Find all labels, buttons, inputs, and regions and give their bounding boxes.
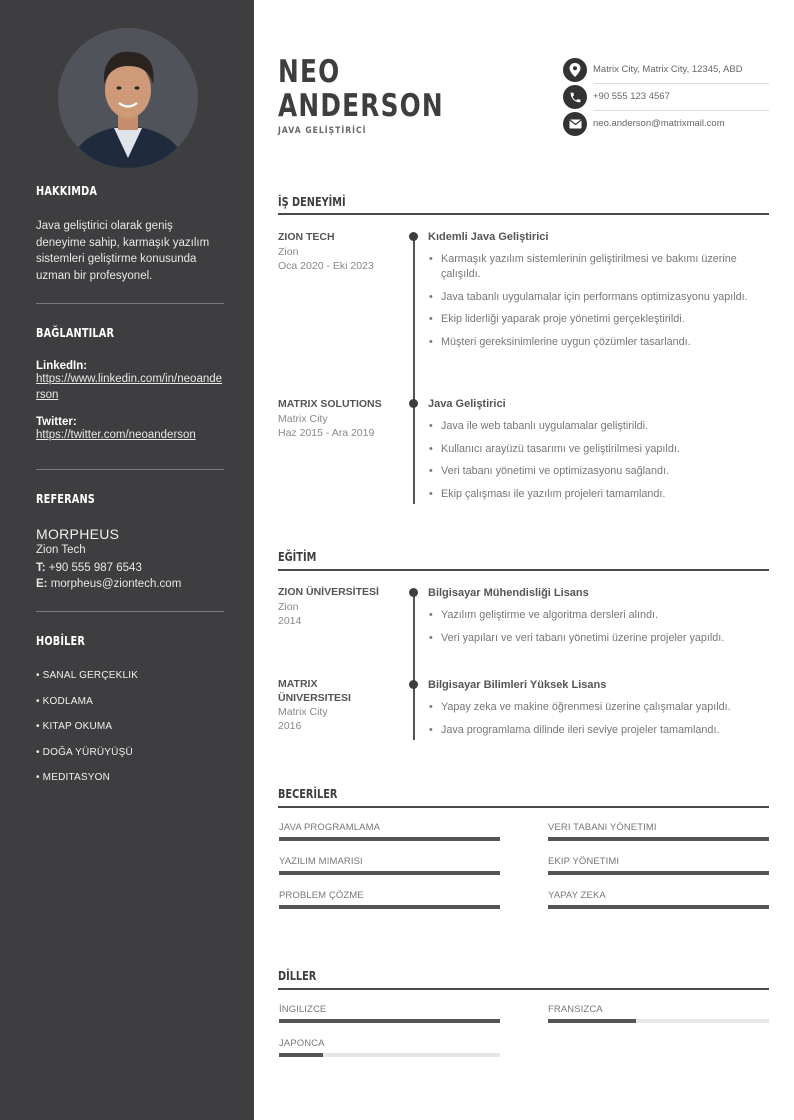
skill-item bbox=[279, 856, 500, 876]
experience-rule bbox=[278, 213, 769, 215]
degree-name: Bilgisayar Mühendisliği Lisans bbox=[428, 587, 589, 599]
timeline-dot bbox=[409, 399, 418, 408]
graduation-year: 2014 bbox=[278, 614, 302, 627]
reference-heading: REFERANS bbox=[36, 491, 95, 506]
full-name bbox=[278, 55, 444, 123]
hobby-item: • SANAL GERÇEKLIK bbox=[36, 670, 139, 681]
language-item bbox=[279, 1004, 500, 1024]
hobbies-heading: HOBİLER bbox=[36, 633, 85, 648]
contact-divider bbox=[594, 110, 769, 111]
contact-email: neo.anderson@matrixmail.com bbox=[593, 118, 725, 129]
reference-phone-row bbox=[36, 560, 224, 577]
language-name: JAPONCA bbox=[279, 1038, 325, 1049]
hobby-list bbox=[36, 669, 224, 797]
language-bar-fill bbox=[279, 1019, 500, 1023]
job-dates: Oca 2020 - Eki 2023 bbox=[278, 259, 374, 272]
experience-heading: İŞ DENEYİMİ bbox=[278, 194, 346, 209]
language-bar-track bbox=[279, 1053, 500, 1057]
avatar-image bbox=[58, 28, 198, 168]
language-name: FRANSIZCA bbox=[548, 1004, 603, 1015]
first-name: NEO bbox=[278, 54, 341, 90]
language-item bbox=[279, 1038, 500, 1058]
skill-item bbox=[548, 856, 769, 876]
location-icon bbox=[563, 58, 587, 82]
job-bullet: • Java tabanlı uygulamalar için performans optimizasyonu yapıldı. bbox=[428, 290, 768, 305]
reference-phone: +90 555 987 6543 bbox=[48, 561, 142, 574]
skill-name: PROBLEM ÇÖZME bbox=[279, 890, 364, 901]
languages-heading: DİLLER bbox=[278, 968, 317, 983]
profile-photo bbox=[58, 28, 198, 168]
education-rule bbox=[278, 569, 769, 571]
job-bullet: • Karmaşık yazılım sistemlerinin geliştirilmesi ve bakımı üzerine çalışıldı. bbox=[428, 252, 768, 282]
education-entry-details bbox=[428, 678, 768, 745]
skill-bar-fill bbox=[279, 905, 500, 909]
experience-entry-meta bbox=[278, 231, 398, 273]
company-name: MATRIX SOLUTIONS bbox=[278, 398, 382, 410]
twitter-link[interactable]: https://twitter.com/neoanderson bbox=[36, 429, 196, 441]
education-heading: EĞİTİM bbox=[278, 549, 317, 564]
school-name: MATRIX ÜNIVERSITESI bbox=[278, 678, 351, 704]
sidebar bbox=[0, 0, 254, 1120]
job-role: Kıdemli Java Geliştirici bbox=[428, 231, 549, 243]
school-location: Matrix City bbox=[278, 706, 328, 718]
skill-name: YAZILIM MIMARISI bbox=[279, 856, 363, 867]
job-bullet: • Ekip liderliği yaparak proje yönetimi gerçekleştirildi. bbox=[428, 312, 768, 327]
linkedin-link[interactable]: https://www.linkedin.com/in/neoanderson bbox=[36, 373, 223, 401]
reference-email-row bbox=[36, 576, 224, 593]
skill-bar-fill bbox=[548, 871, 769, 875]
links-heading: BAĞLANTILAR bbox=[36, 325, 115, 340]
timeline-dot bbox=[409, 588, 418, 597]
about-text: Java geliştirici olarak geniş deneyime sahip, karmaşık yazılım sistemleri geliştirme konusunda uzman bir profesyonel. bbox=[36, 220, 210, 282]
language-bar-track bbox=[548, 1019, 769, 1023]
twitter-label: Twitter: bbox=[36, 416, 77, 428]
skill-name: EKIP YÖNETIMI bbox=[548, 856, 620, 867]
education-bullet: • Veri yapıları ve veri tabanı yönetimi üzerine projeler yapıldı. bbox=[428, 631, 768, 646]
skill-bar-fill bbox=[279, 871, 500, 875]
about-section bbox=[36, 183, 224, 284]
skill-name: VERI TABANI YÖNETIMI bbox=[548, 822, 657, 833]
skill-item bbox=[548, 822, 769, 842]
language-name: İNGILIZCE bbox=[279, 1004, 327, 1015]
job-dates: Haz 2015 - Ara 2019 bbox=[278, 426, 375, 439]
reference-phone-label: T: bbox=[36, 561, 46, 574]
education-bullet: • Yazılım geliştirme ve algoritma dersleri alındı. bbox=[428, 608, 768, 623]
experience-timeline bbox=[413, 236, 415, 504]
contact-address-row bbox=[563, 58, 769, 84]
skill-item bbox=[279, 890, 500, 910]
education-entry-details bbox=[428, 586, 768, 653]
timeline-dot bbox=[409, 680, 418, 689]
phone-icon bbox=[563, 85, 587, 109]
skill-bar-track bbox=[279, 871, 500, 875]
about-heading: HAKKIMDA bbox=[36, 183, 98, 198]
last-name: ANDERSON bbox=[278, 88, 444, 124]
education-bullet: • Java programlama dilinde ileri seviye projeler tamamlandı. bbox=[428, 723, 768, 738]
experience-entry-details bbox=[428, 397, 768, 509]
skill-bar-track bbox=[548, 905, 769, 909]
language-bar-track bbox=[279, 1019, 500, 1023]
job-title: JAVA GELİŞTİRİCİ bbox=[278, 126, 367, 136]
skill-bar-fill bbox=[279, 837, 500, 841]
job-bullet: • Veri tabanı yönetimi ve optimizasyonu sağlandı. bbox=[428, 464, 768, 479]
skill-bar-fill bbox=[548, 837, 769, 841]
hobby-item: • MEDITASYON bbox=[36, 772, 111, 783]
contact-address: Matrix City, Matrix City, 12345, ABD bbox=[593, 64, 743, 75]
links-section bbox=[36, 325, 224, 444]
skill-bar-track bbox=[279, 905, 500, 909]
reference-company: Zion Tech bbox=[36, 544, 86, 556]
mail-icon bbox=[563, 112, 587, 136]
reference-email-label: E: bbox=[36, 578, 48, 590]
skill-name: YAPAY ZEKA bbox=[548, 890, 606, 901]
education-bullet: • Yapay zeka ve makine öğrenmesi üzerine çalışmalar yapıldı. bbox=[428, 700, 768, 715]
skill-item bbox=[548, 890, 769, 910]
reference-section bbox=[36, 491, 224, 593]
sidebar-divider bbox=[36, 469, 224, 470]
language-item bbox=[548, 1004, 769, 1024]
language-bar-fill bbox=[548, 1019, 636, 1023]
reference-email: morpheus@ziontech.com bbox=[50, 578, 182, 590]
job-bullet: • Ekip çalışması ile yazılım projeleri tamamlandı. bbox=[428, 487, 768, 502]
graduation-year: 2016 bbox=[278, 720, 302, 732]
company-location: Matrix City bbox=[278, 412, 328, 425]
experience-entry-details bbox=[428, 230, 768, 357]
job-bullet: • Kullanıcı arayüzü tasarımı ve geliştirilmesi yapıldı. bbox=[428, 442, 768, 457]
hobby-item: • KITAP OKUMA bbox=[36, 721, 113, 732]
languages-rule bbox=[278, 988, 769, 990]
education-timeline bbox=[413, 592, 415, 740]
job-bullet: • Java ile web tabanlı uygulamalar geliştirildi. bbox=[428, 419, 768, 434]
skill-bar-track bbox=[548, 837, 769, 841]
hobby-item: • DOĞA YÜRÜYÜŞÜ bbox=[36, 746, 133, 758]
skill-name: JAVA PROGRAMLAMA bbox=[279, 822, 381, 833]
language-bar-fill bbox=[279, 1053, 323, 1057]
linkedin-label: LinkedIn: bbox=[36, 360, 88, 372]
contact-phone: +90 555 123 4567 bbox=[593, 91, 670, 102]
contact-phone-row bbox=[563, 85, 769, 111]
company-name: ZION TECH bbox=[278, 231, 335, 243]
education-entry-meta bbox=[278, 678, 390, 733]
contact-email-row bbox=[563, 112, 769, 138]
skill-item bbox=[279, 822, 500, 842]
company-location: Zion bbox=[278, 245, 299, 258]
skill-bar-track bbox=[279, 837, 500, 841]
degree-name: Bilgisayar Bilimleri Yüksek Lisans bbox=[428, 679, 607, 691]
school-location: Zion bbox=[278, 600, 299, 613]
school-name: ZION ÜNİVERSİTESİ bbox=[278, 586, 379, 598]
skills-rule bbox=[278, 806, 769, 808]
job-bullet: • Müşteri gereksinimlerine uygun çözümler tasarlandı. bbox=[428, 335, 768, 350]
reference-name: MORPHEUS bbox=[36, 526, 120, 542]
sidebar-divider bbox=[36, 303, 224, 304]
education-entry-meta bbox=[278, 586, 398, 628]
timeline-dot bbox=[409, 232, 418, 241]
contact-divider bbox=[594, 83, 769, 84]
job-role: Java Geliştirici bbox=[428, 398, 506, 410]
hobbies-section bbox=[36, 633, 224, 797]
skills-heading: BECERİLER bbox=[278, 786, 338, 801]
sidebar-divider bbox=[36, 611, 224, 612]
skill-bar-fill bbox=[548, 905, 769, 909]
hobby-item: • KODLAMA bbox=[36, 695, 93, 707]
experience-entry-meta bbox=[278, 398, 398, 440]
skill-bar-track bbox=[548, 871, 769, 875]
